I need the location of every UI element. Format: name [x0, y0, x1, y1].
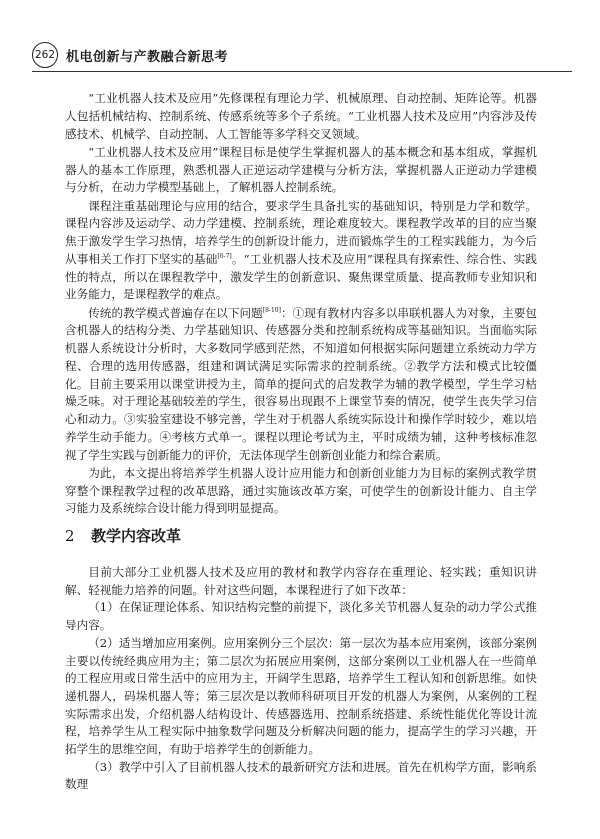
paragraph-text: 传统的教学模式普遍存在以下问题: [88, 305, 263, 320]
section-heading: [65, 525, 537, 546]
page-number: 262: [32, 42, 58, 68]
running-title: 机电创新与产教融合新思考: [66, 50, 229, 65]
paragraph: [65, 305, 537, 465]
citation: [6-7]: [217, 252, 232, 260]
body-text: [65, 90, 537, 518]
paragraph-text: 。“工业机器人技术及应用”课程具有探索性、综合性、实践性的特点，所以在课程教学中，激发学生的创新意识、聚焦课堂质量、提高教师专业知识和业务能力，是课程教学的难点。: [65, 251, 537, 302]
paragraph: [65, 198, 537, 305]
section-number: 2: [65, 527, 75, 545]
running-header: [32, 40, 572, 70]
paragraph: “工业机器人技术及应用”课程目标是使学生掌握机器人的基本概念和基本组成，掌握机器人的基本工作原理，熟悉机器人正逆运动学建模与分析方法，掌握机器人正逆动力学建模与分析，在动力学模型基础上，了解机器人控制系统。: [65, 144, 537, 195]
paragraph: 目前大部分工业机器人技术及应用的教材和教学内容存在重理论、轻实践；重知识讲解、轻视能力培养的问题。针对这些问题，本课程进行了如下改革：: [65, 565, 537, 597]
paragraph-text: 课程注重基础理论与应用的结合，要求学生具备扎实的基础知识，特别是力学和数学。课程内容涉及运动学、动力学建模、控制系统，理论难度较大。课程教学改革的目的应当聚焦于激发学生学习热情，培养学生的创新设计能力，进而锻炼学生的工程实践能力，为今后从事相关工作打下坚实的基础: [65, 198, 537, 266]
section-title: 教学内容改革: [91, 527, 182, 545]
paragraph: 为此，本文提出将培养学生机器人设计应用能力和创新创业能力为目标的案例式教学贯穿整个课程教学过程的改革思路，通过实施该改革方案，可使学生的创新设计能力、自主学习能力及系统综合设计能力得到明显提高。: [65, 465, 537, 516]
list-item: （1）在保证理论体系、知识结构完整的前提下，淡化多关节机器人复杂的动力学公式推导内容。: [65, 600, 537, 633]
section-body-text: [65, 564, 537, 794]
list-item: （2）适当增加应用案例。应用案例分三个层次：第一层次为基本应用案例，该部分案例主要以传统经典应用为主；第二层次为拓展应用案例，这部分案例以工业机器人在一些简单的工程应用或日常生活中的应用为主，开阔学生思路，培养学生工程认知和创新思维。如快递机器人，码垛机器人等；第三层次是以教师科研项目开发的机器人为案例，从案例的工程实际需求出发，介绍机器人结构设计、传感器选用、控制系统搭建、系统性能优化等设计流程，培养学生从工程实际中抽象数学问题及分析解决问题的能力，提高学生的学习兴趣，开拓学生的思维空间，有助于培养学生的创新能力。: [65, 635, 537, 757]
list-item: （3）教学中引入了目前机器人技术的最新研究方法和进展。首先在机构学方面，影响系数理: [65, 759, 537, 792]
paragraph-text: ：①现有教材内容多以串联机器人为对象，主要包含机器人的结构分类、力学基础知识、传感器分类和控制系统构成等基础知识。当面临实际机器人系统设计分析时，大多数同学感到茫然，不知道如何根据实际问题建立系统动力学方程、合理的选用传感器，组建和调试满足实际需求的控制系统。②教学方法和模式比较僵化。目前主要采用以课堂讲授为主，简单的提问式的启发教学为辅的教学模型，学生学习枯燥乏味。对于理论基础较差的学生，很容易出现跟不上课堂节奏的情况，使学生丧失学习信心和动力。③实验室建设不够完善，学生对于机器人系统实际设计和操作学时较少，难以培养学生动手能力。④考核方式单一。课程以理论考试为主，平时成绩为辅，这种考核标准忽视了学生实践与创新能力的评价，无法体现学生创新创业能力和综合素质。: [65, 305, 537, 462]
paragraph: “工业机器人技术及应用”先修课程有理论力学、机械原理、自动控制、矩阵论等。机器人包括机械结构、控制系统、传感系统等多个子系统。“工业机器人技术及应用”内容涉及传感技术、机械学、自动控制、人工智能等多学科交叉领域。: [65, 91, 537, 141]
header-rule: [32, 71, 572, 72]
citation: [8-10]: [262, 306, 281, 314]
